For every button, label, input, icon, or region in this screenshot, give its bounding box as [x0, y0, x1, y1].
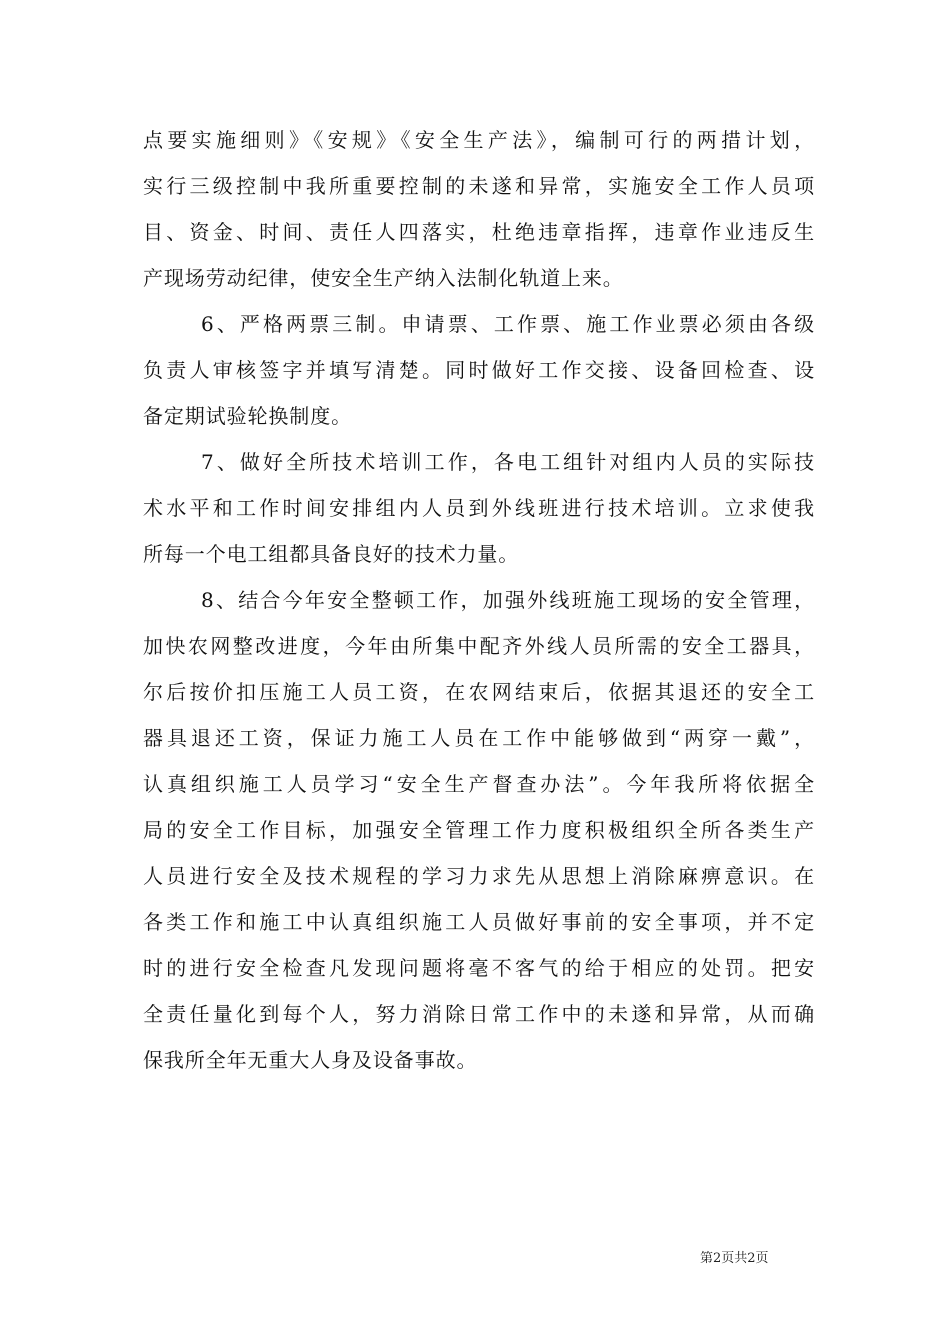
text-line: 产现场劳动纪律，使安全生产纳入法制化轨道上来。 [143, 266, 624, 290]
text-line: 器具退还工资，保证力施工人员在工作中能够做到“两穿一戴”， [143, 726, 815, 750]
text-line: 目、资金、时间、责任人四落实，杜绝违章指挥，违章作业违反生 [143, 220, 815, 244]
text-line: 8、结合今年安全整顿工作，加强外线班施工现场的安全管理， [201, 588, 815, 612]
text-line: 全责任量化到每个人，努力消除日常工作中的未遂和异常，从而确 [143, 1002, 815, 1026]
text-line: 认真组织施工人员学习“安全生产督查办法”。今年我所将依据全 [143, 772, 815, 796]
text-line: 局的安全工作目标，加强安全管理工作力度积极组织全所各类生产 [143, 818, 815, 842]
text-line: 点要实施细则》《安规》《安全生产法》，编制可行的两措计划， [143, 128, 815, 152]
text-line: 尔后按价扣压施工人员工资，在农网结束后，依据其退还的安全工 [143, 680, 815, 704]
text-line: 加快农网整改进度，今年由所集中配齐外线人员所需的安全工器具， [143, 634, 815, 658]
text-line: 负责人审核签字并填写清楚。同时做好工作交接、设备回检查、设 [143, 358, 815, 382]
text-line: 6、严格两票三制。申请票、工作票、施工作业票必须由各级 [201, 312, 815, 336]
text-line: 时的进行安全检查凡发现问题将毫不客气的给于相应的处罚。把安 [143, 956, 815, 980]
document-body [143, 117, 815, 1083]
page-number-footer: 第2页共2页 [700, 1251, 769, 1266]
text-line: 各类工作和施工中认真组织施工人员做好事前的安全事项，并不定 [143, 910, 815, 934]
text-line: 7、做好全所技术培训工作，各电工组针对组内人员的实际技 [201, 450, 815, 474]
text-line: 实行三级控制中我所重要控制的未遂和异常，实施安全工作人员项 [143, 174, 815, 198]
text-line: 人员进行安全及技术规程的学习力求先从思想上消除麻痹意识。在 [143, 864, 815, 888]
text-line: 术水平和工作时间安排组内人员到外线班进行技术培训。立求使我 [143, 496, 815, 520]
text-line: 备定期试验轮换制度。 [143, 404, 352, 428]
text-line: 所每一个电工组都具备良好的技术力量。 [143, 542, 520, 566]
text-line: 保我所全年无重大人身及设备事故。 [143, 1048, 478, 1072]
